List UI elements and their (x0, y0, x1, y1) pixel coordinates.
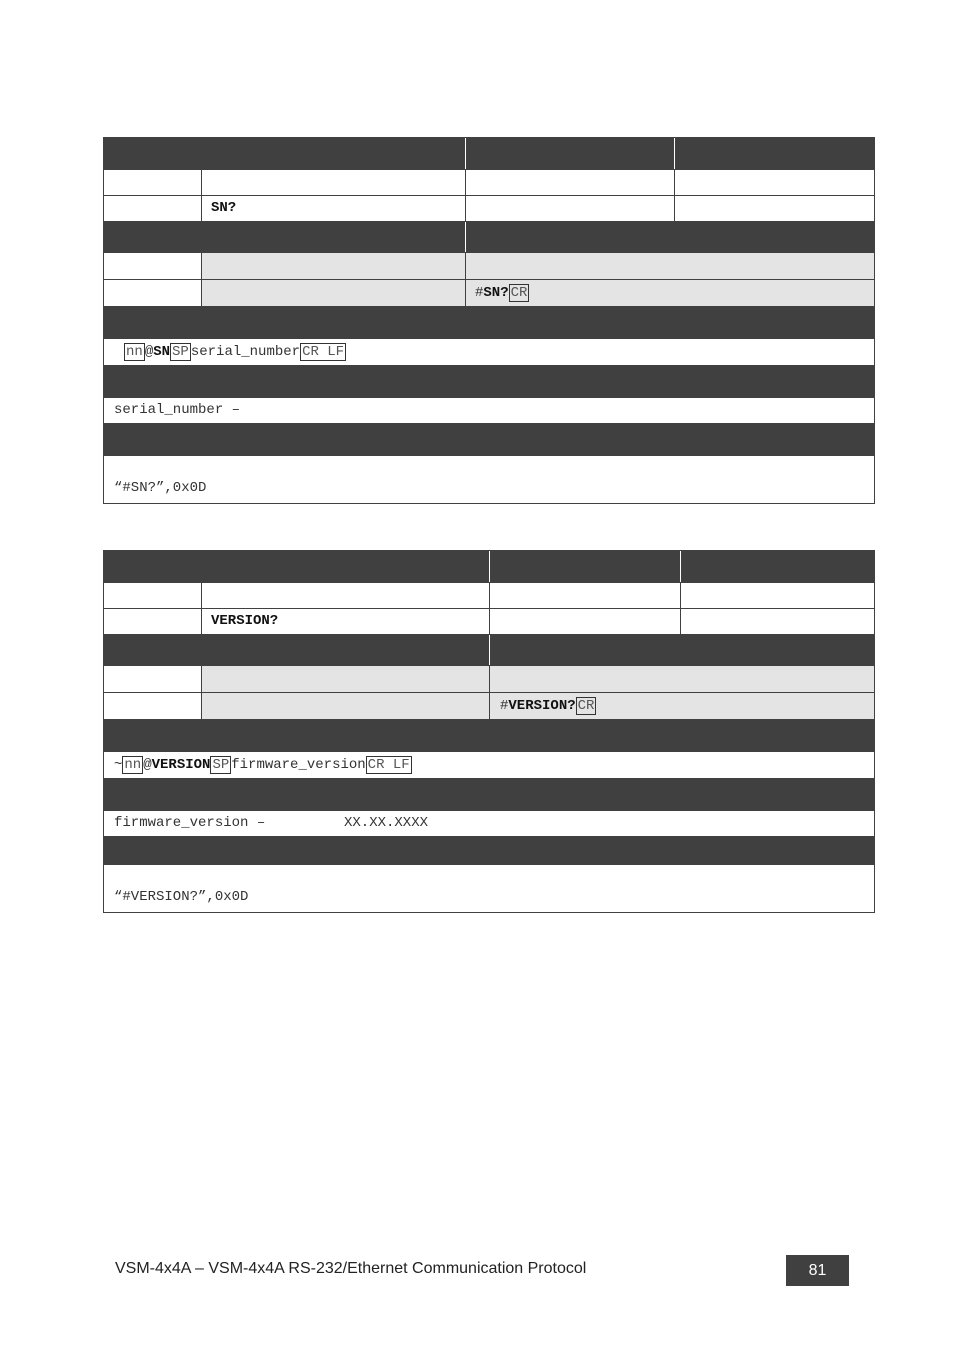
sn-example-header-row (104, 424, 874, 456)
sn-get-command-label: SN? (211, 200, 237, 216)
version-get-command-label: VERSION? (211, 613, 279, 629)
sn-header-row (104, 138, 874, 170)
sn-response-header-row (104, 307, 874, 339)
version-parameter-desc: firmware_version – (114, 815, 266, 831)
sn-get-syntax-row (104, 280, 874, 307)
version-get-syntax-row (104, 693, 874, 720)
sn-example: “#SN?”,0x0D (114, 480, 207, 496)
version-example-row (104, 865, 874, 912)
sn-set-syntax-row (104, 253, 874, 280)
version-parameters-row (104, 811, 874, 837)
version-response-row (104, 752, 874, 779)
version-example: “#VERSION?”,0x0D (114, 889, 249, 905)
version-function-row (104, 583, 874, 609)
sn-command-row (104, 196, 874, 222)
version-syntax-header-row (104, 635, 874, 666)
footer-title: VSM-4x4A – VSM-4x4A RS-232/Ethernet Communication Protocol (115, 1260, 587, 1277)
version-set-syntax-row (104, 666, 874, 693)
sn-get-syntax: #SN? CR (475, 285, 528, 301)
sn-function-row (104, 170, 874, 196)
version-response-header-row (104, 720, 874, 752)
sn-parameters-header-row (104, 366, 874, 398)
page-number: 81 (786, 1255, 849, 1286)
version-command-table (103, 550, 875, 913)
version-example-header-row (104, 837, 874, 865)
version-parameter-format: XX.XX.XXXX (344, 815, 429, 831)
version-parameters-header-row (104, 779, 874, 811)
sn-parameter-desc: serial_number – (114, 402, 241, 418)
sn-response-row (104, 339, 874, 366)
version-command-row (104, 609, 874, 635)
sn-command-table (103, 137, 875, 504)
sn-syntax-header-row (104, 222, 874, 253)
version-get-syntax: #VERSION? CR (500, 698, 595, 714)
version-header-row (104, 551, 874, 583)
sn-example-row (104, 456, 874, 503)
sn-parameters-row (104, 398, 874, 424)
sn-response-syntax: nn @SN SP serial_number CR LF (126, 344, 345, 360)
version-response-syntax: ~ nn @VERSION SP firmware_version CR LF (114, 757, 410, 773)
